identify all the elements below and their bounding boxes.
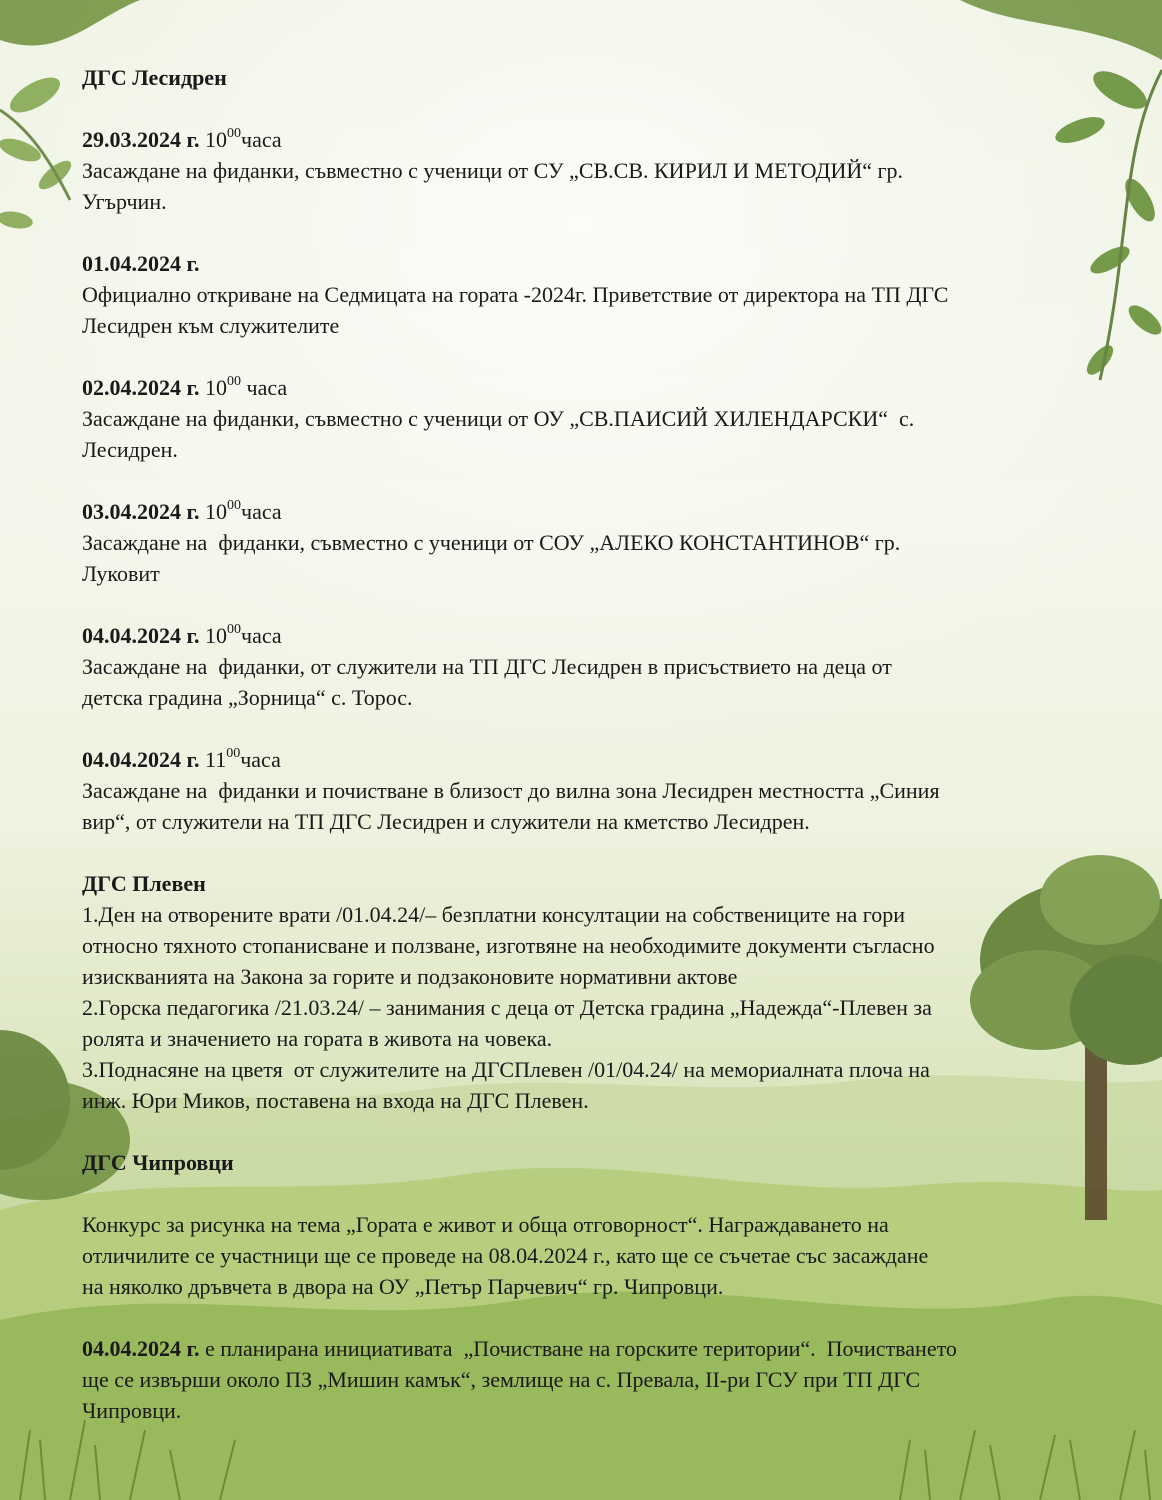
- event-minutes: 00: [227, 125, 242, 141]
- event-hour: 10: [205, 499, 228, 524]
- event-minutes: 00: [227, 497, 242, 513]
- pleven-line: 2.Горска педагогика /21.03.24/ – занимания с деца от Детска градина „Надежда“-Плевен за: [82, 995, 932, 1020]
- event-hour: 10: [205, 623, 228, 648]
- event-description-line: Засаждане на фиданки, съвместно с ученици от ОУ „СВ.ПАИСИЙ ХИЛЕНДАРСКИ“ с.: [82, 406, 915, 431]
- event-date: 02.04.2024 г.: [82, 375, 200, 400]
- event-description-line: Засаждане на фиданки и почистване в близост до вилна зона Лесидрен местността „Синия: [82, 778, 940, 803]
- event-hour-suffix: часа: [241, 499, 282, 524]
- event-date-line: [82, 620, 1122, 651]
- event-hour: 10: [205, 375, 228, 400]
- cleanup-text: е планирана инициативата „Почистване на горските територии“. Почистването: [199, 1336, 957, 1361]
- event-description-line: Лесидрен.: [82, 437, 178, 462]
- pleven-line: инж. Юри Миков, поставена на входа на ДГС Плевен.: [82, 1088, 589, 1113]
- event-description-line: Официално откриване на Седмицата на гората -2024г. Приветствие от директора на ТП ДГС: [82, 282, 949, 307]
- event-date-line: [82, 496, 1122, 527]
- chiprovtsi-contest-line: Конкурс за рисунка на тема „Гората е живот и обща отговорност“. Награждаването на: [82, 1212, 889, 1237]
- event-date: 04.04.2024 г.: [82, 747, 200, 772]
- event-minutes: 00: [227, 621, 242, 637]
- cleanup-date: 04.04.2024 г.: [82, 1336, 200, 1361]
- chiprovtsi-cleanup-line: Чипровци.: [82, 1398, 182, 1423]
- event-date-line: [82, 372, 1122, 403]
- event-hour-suffix: часа: [240, 747, 281, 772]
- event-hour-suffix: часа: [241, 623, 282, 648]
- event-date-line: [82, 744, 1122, 775]
- document-page: [82, 62, 1122, 1426]
- event-hour-suffix: часа: [241, 127, 282, 152]
- event-hour-suffix: часа: [241, 375, 288, 400]
- event-description-line: Лесидрен към служителите: [82, 313, 340, 338]
- event-description-line: Засаждане на фиданки, съвместно с ученици от СОУ „АЛЕКО КОНСТАНТИНОВ“ гр.: [82, 530, 901, 555]
- event-hour: 11: [205, 747, 227, 772]
- chiprovtsi-cleanup-line: ще се извърши около ПЗ „Мишин камък“, землище на с. Превала, II-ри ГСУ при ТП ДГС: [82, 1367, 921, 1392]
- event-description-line: Засаждане на фиданки, от служители на ТП ДГС Лесидрен в присъствието на деца от: [82, 654, 892, 679]
- pleven-line: изискванията на Закона за горите и подзаконовите нормативни актове: [82, 964, 738, 989]
- pleven-line: относно тяхното стопанисване и ползване, изготвяне на необходимите документи съгласно: [82, 933, 935, 958]
- event-date-line: [82, 124, 1122, 155]
- event-description-line: Засаждане на фиданки, съвместно с ученици от СУ „СВ.СВ. КИРИЛ И МЕТОДИЙ“ гр.: [82, 158, 904, 183]
- event-hour: 10: [205, 127, 228, 152]
- event-description-line: Угърчин.: [82, 189, 167, 214]
- section-title-pleven: ДГС Плевен: [82, 871, 206, 896]
- event-description-line: вир“, от служители на ТП ДГС Лесидрен и служители на кметство Лесидрен.: [82, 809, 810, 834]
- event-date: 04.04.2024 г.: [82, 623, 200, 648]
- chiprovtsi-contest-line: на няколко дръвчета в двора на ОУ „Петър Парчевич“ гр. Чипровци.: [82, 1274, 724, 1299]
- event-minutes: 00: [226, 745, 241, 761]
- section-title-chiprovtsi: ДГС Чипровци: [82, 1150, 234, 1175]
- pleven-line: ролята и значението на гората в живота на човека.: [82, 1026, 553, 1051]
- event-date: 29.03.2024 г.: [82, 127, 200, 152]
- event-date: 01.04.2024 г.: [82, 251, 200, 276]
- event-description-line: детска градина „Зорница“ с. Торос.: [82, 685, 413, 710]
- pleven-line: 1.Ден на отворените врати /01.04.24/– безплатни консултации на собствениците на гори: [82, 902, 905, 927]
- chiprovtsi-cleanup-line: [82, 1333, 1122, 1364]
- event-description-line: Луковит: [82, 561, 160, 586]
- event-date-line: [82, 248, 1122, 279]
- event-minutes: 00: [227, 373, 242, 389]
- pleven-line: 3.Поднасяне на цветя от служителите на ДГСПлевен /01/04.24/ на мемориалната плоча на: [82, 1057, 930, 1082]
- event-date: 03.04.2024 г.: [82, 499, 200, 524]
- section-title-lesidren: ДГС Лесидрен: [82, 65, 227, 90]
- chiprovtsi-contest-line: отличилите се участници ще се проведе на 08.04.2024 г., като ще се съчетае със засаждане: [82, 1243, 929, 1268]
